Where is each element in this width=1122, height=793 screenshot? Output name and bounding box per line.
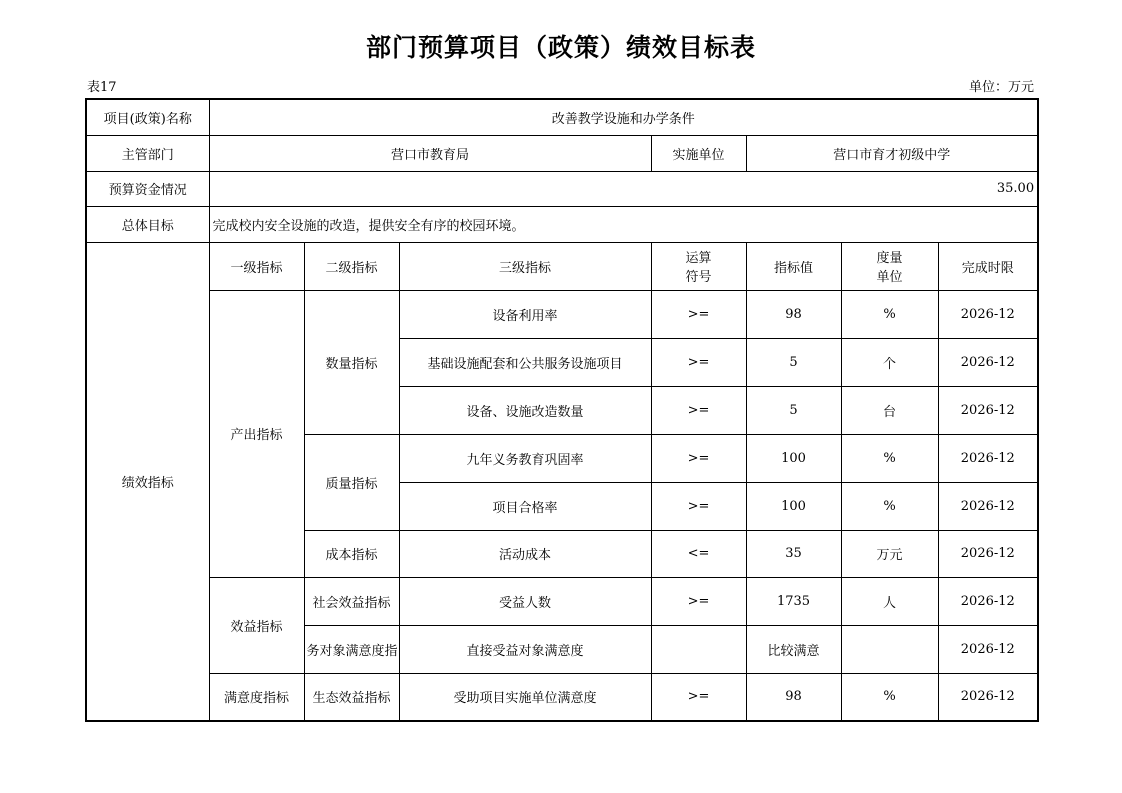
performance-indicator-label: 绩效指标 — [86, 242, 209, 721]
indicator-name: 受助项目实施单位满意度 — [399, 673, 651, 721]
indicator-name: 直接受益对象满意度 — [399, 625, 651, 673]
indicator-deadline: 2026-12 — [938, 386, 1038, 434]
indicator-value: 1735 — [746, 577, 841, 625]
indicator-operator — [651, 625, 746, 673]
indicator-unit: 台 — [841, 386, 938, 434]
project-name-row — [86, 99, 1038, 135]
group-service-satisfaction: 务对象满意度指 — [304, 625, 399, 673]
indicator-unit: % — [841, 290, 938, 338]
indicator-unit: 人 — [841, 577, 938, 625]
budget-row — [86, 171, 1038, 206]
indicator-unit: 万元 — [841, 530, 938, 577]
group-quantity: 数量指标 — [304, 290, 399, 434]
indicator-name: 受益人数 — [399, 577, 651, 625]
department-label: 主管部门 — [86, 135, 209, 171]
project-name-label: 项目(政策)名称 — [86, 99, 209, 135]
group-quality: 质量指标 — [304, 434, 399, 530]
header-level1: 一级指标 — [209, 242, 304, 290]
project-name-value: 改善教学设施和办学条件 — [209, 99, 1038, 135]
header-operator-line2: 符号 — [685, 270, 712, 285]
indicator-value: 98 — [746, 673, 841, 721]
implementing-unit-label: 实施单位 — [651, 135, 746, 171]
indicator-deadline: 2026-12 — [938, 530, 1038, 577]
indicator-unit: 个 — [841, 338, 938, 386]
indicator-value: 98 — [746, 290, 841, 338]
page-title: 部门预算项目（政策）绩效目标表 — [365, 33, 756, 62]
indicator-unit: % — [841, 482, 938, 530]
indicator-value: 5 — [746, 386, 841, 434]
header-level2: 二级指标 — [304, 242, 399, 290]
indicator-name: 基础设施配套和公共服务设施项目 — [399, 338, 651, 386]
header-value: 指标值 — [746, 242, 841, 290]
indicator-value: 100 — [746, 434, 841, 482]
indicator-deadline: 2026-12 — [938, 577, 1038, 625]
implementing-unit-value: 营口市育才初级中学 — [746, 135, 1038, 171]
indicator-deadline: 2026-12 — [938, 673, 1038, 721]
indicator-deadline: 2026-12 — [938, 434, 1038, 482]
department-row — [86, 135, 1038, 171]
header-level3: 三级指标 — [399, 242, 651, 290]
group-benefit: 效益指标 — [209, 577, 304, 673]
indicator-value: 100 — [746, 482, 841, 530]
header-unit-line1: 度量 — [876, 251, 903, 266]
group-eco-benefit: 生态效益指标 — [304, 673, 399, 721]
header-unit-line2: 单位 — [876, 270, 903, 285]
indicator-name: 活动成本 — [399, 530, 651, 577]
indicator-name: 九年义务教育巩固率 — [399, 434, 651, 482]
header-operator-line1: 运算 — [685, 251, 712, 266]
overall-goal-value: 完成校内安全设施的改造，提供安全有序的校园环境。 — [209, 206, 1038, 242]
unit-label: 单位：万元 — [968, 80, 1034, 95]
group-social-benefit: 社会效益指标 — [304, 577, 399, 625]
budget-label: 预算资金情况 — [86, 171, 209, 206]
table-number: 表17 — [87, 80, 117, 95]
overall-goal-row — [86, 206, 1038, 242]
indicator-operator: >= — [651, 673, 746, 721]
group-satisfaction: 满意度指标 — [209, 673, 304, 721]
indicator-operator: <= — [651, 530, 746, 577]
indicator-deadline: 2026-12 — [938, 482, 1038, 530]
table-row — [86, 290, 1038, 338]
indicator-name: 设备利用率 — [399, 290, 651, 338]
table-row — [86, 673, 1038, 721]
indicator-operator: >= — [651, 434, 746, 482]
table-row — [86, 577, 1038, 625]
indicator-operator: >= — [651, 577, 746, 625]
indicator-unit — [841, 625, 938, 673]
indicator-operator: >= — [651, 338, 746, 386]
indicator-operator: >= — [651, 482, 746, 530]
indicator-value: 35 — [746, 530, 841, 577]
header-operator — [651, 242, 746, 290]
performance-target-table — [85, 98, 1039, 722]
header-deadline: 完成时限 — [938, 242, 1038, 290]
indicator-header-row — [86, 242, 1038, 290]
indicator-value: 比较满意 — [746, 625, 841, 673]
indicator-deadline: 2026-12 — [938, 290, 1038, 338]
header-unit — [841, 242, 938, 290]
indicator-deadline: 2026-12 — [938, 338, 1038, 386]
overall-goal-label: 总体目标 — [86, 206, 209, 242]
indicator-value: 5 — [746, 338, 841, 386]
department-value: 营口市教育局 — [209, 135, 651, 171]
budget-value: 35.00 — [209, 171, 1038, 206]
group-cost: 成本指标 — [304, 530, 399, 577]
indicator-operator: >= — [651, 290, 746, 338]
indicator-name: 项目合格率 — [399, 482, 651, 530]
indicator-deadline: 2026-12 — [938, 625, 1038, 673]
indicator-name: 设备、设施改造数量 — [399, 386, 651, 434]
indicator-unit: % — [841, 673, 938, 721]
group-output: 产出指标 — [209, 290, 304, 577]
indicator-operator: >= — [651, 386, 746, 434]
indicator-unit: % — [841, 434, 938, 482]
